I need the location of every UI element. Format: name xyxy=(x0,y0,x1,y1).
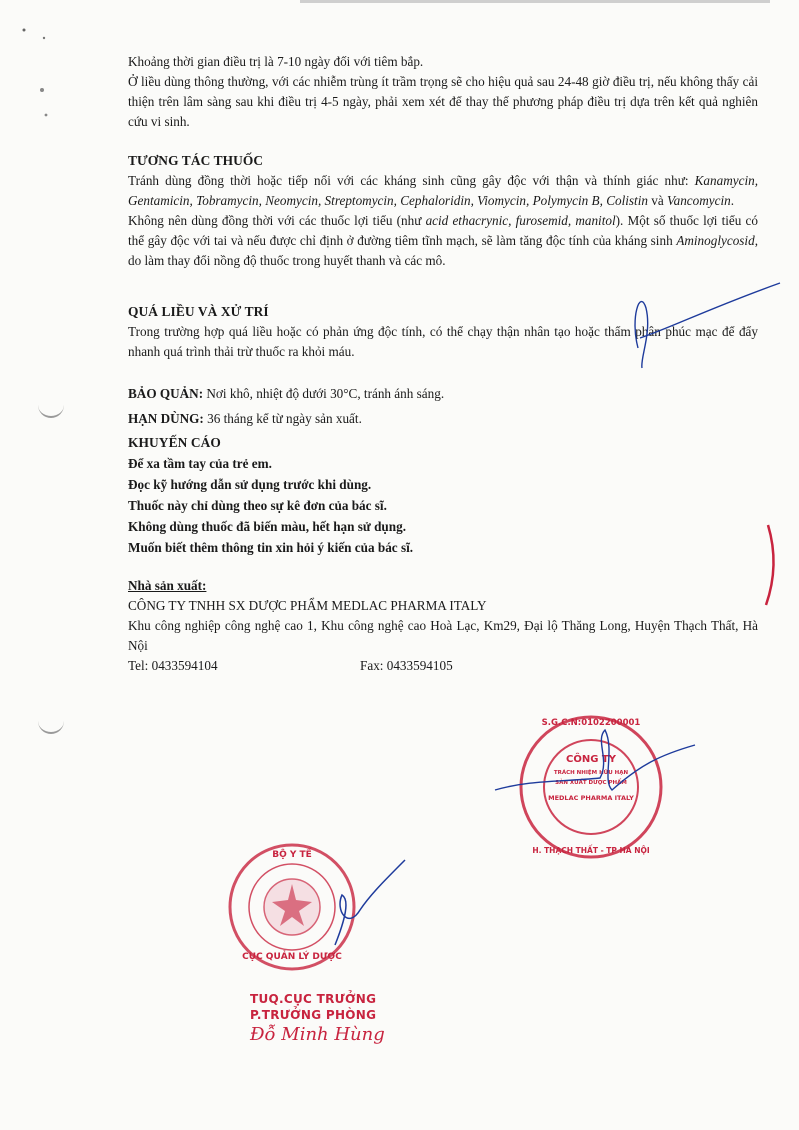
diuretic-list: acid ethacrynic, furosemid, manitol xyxy=(425,213,616,228)
interactions-text: ). Một số thuốc lợi tiểu có thể gây độc với tai và nếu được chỉ định ở đường tiêm tĩnh mạch, sẽ làm tăng độc tính của kháng sinh xyxy=(128,213,758,248)
drug-name: Vancomycin xyxy=(667,193,731,208)
section-heading: QUÁ LIỀU VÀ XỬ TRÍ xyxy=(128,304,269,319)
stamp-ring-top: BỘ Y TẾ xyxy=(272,850,312,860)
interactions-lead: Tránh dùng đồng thời hoặc tiếp nối với các kháng sinh cũng gây độc với thận và thính giác như: xyxy=(128,173,689,188)
interactions-paragraph-1 xyxy=(128,171,758,211)
warnings-section xyxy=(128,432,758,558)
drug-class: Aminoglycosid xyxy=(676,233,755,248)
expiry-line xyxy=(128,409,758,429)
stamp-line: SẢN XUẤT DƯỢC PHẨM xyxy=(555,780,627,786)
storage-line xyxy=(128,384,758,404)
warning-item: Để xa tầm tay của trẻ em. xyxy=(128,456,272,471)
warning-item: Không dùng thuốc đã biến màu, hết hạn sử dụng. xyxy=(128,519,406,534)
manufacturer-fax: Fax: 0433594105 xyxy=(360,658,453,673)
overdose-text: Trong trường hợp quá liều hoặc có phản ứng độc tính, có thể chạy thận nhân tạo hoặc thẩm phân phúc mạc để đẩy nhanh quá trình thải trừ thuốc ra khỏi máu. xyxy=(128,324,758,359)
scan-specks xyxy=(20,20,80,140)
manufacturer-label: Nhà sản xuất: xyxy=(128,578,207,593)
conjunction: và xyxy=(647,193,668,208)
stamp-line: MEDLAC PHARMA ITALY xyxy=(548,794,634,802)
interactions-section xyxy=(128,151,758,271)
company-signature xyxy=(490,720,700,810)
scan-edge-line xyxy=(300,0,770,3)
expiry-label: HẠN DÙNG: xyxy=(128,411,204,426)
signature-title: TUQ.CỤC TRƯỞNG xyxy=(250,992,377,1006)
binder-hole-mark xyxy=(38,718,64,734)
stamp-ring-top: S.G.C.N:0102200001 xyxy=(541,718,641,728)
ministry-signature xyxy=(320,850,410,960)
signatory-name: Đỗ Minh Hùng xyxy=(250,1024,385,1045)
signature-mark xyxy=(600,278,790,378)
section-heading: KHUYẾN CÁO xyxy=(128,435,221,450)
edge-red-mark xyxy=(760,510,799,620)
signature-block xyxy=(250,992,450,1045)
treatment-duration: Khoảng thời gian điều trị là 7-10 ngày đối với tiêm bắp. xyxy=(128,54,424,69)
interactions-text: Không nên dùng đồng thời với các thuốc lợi tiểu (như xyxy=(128,213,426,228)
binder-hole-mark xyxy=(38,402,64,418)
treatment-section xyxy=(128,52,758,132)
signature-subtitle: P.TRƯỞNG PHÒNG xyxy=(250,1008,377,1022)
warning-item: Muốn biết thêm thông tin xin hỏi ý kiến của bác sĩ. xyxy=(128,540,414,555)
treatment-efficacy: Ở liều dùng thông thường, với các nhiễm trùng ít trầm trọng sẽ cho hiệu quả sau 24-48 giờ điều trị, nếu không thấy cải thiện trên lâm sàng sau khi điều trị 4-5 ngày, phải xem xét để thay thế phương pháp điều trị dựa trên kết quả nghiên cứu vi sinh. xyxy=(128,74,758,129)
manufacturer-contact xyxy=(128,656,758,676)
manufacturer-tel: Tel: 0433594104 xyxy=(128,658,218,673)
manufacturer-company: CÔNG TY TNHH SX DƯỢC PHẨM MEDLAC PHARMA ITALY xyxy=(128,598,487,613)
interactions-text: , do làm thay đổi nồng độ thuốc trong huyết thanh và các mô. xyxy=(128,233,758,268)
manufacturer-section xyxy=(128,576,758,676)
stamp-ring-bottom: H. THẠCH THẤT - TP HÀ NỘI xyxy=(532,846,650,855)
stamp-ring-bottom: CỤC QUẢN LÝ DƯỢC xyxy=(242,952,342,962)
expiry-text: 36 tháng kể từ ngày sản xuất. xyxy=(203,411,362,426)
warning-item: Đọc kỹ hướng dẫn sử dụng trước khi dùng. xyxy=(128,477,372,492)
stamp-line: TRÁCH NHIỆM HỮU HẠN xyxy=(553,770,629,776)
warning-item: Thuốc này chỉ dùng theo sự kê đơn của bác sĩ. xyxy=(128,498,387,513)
storage-label: BẢO QUẢN: xyxy=(128,386,204,401)
manufacturer-address: Khu công nghiệp công nghệ cao 1, Khu công nghệ cao Hoà Lạc, Km29, Đại lộ Thăng Long, Huyện Thạch Thất, Hà Nội xyxy=(128,618,758,653)
section-heading: TƯƠNG TÁC THUỐC xyxy=(128,153,264,168)
drug-list: Kanamycin, Gentamicin, Tobramycin, Neomycin, Streptomycin, Cephaloridin, Viomycin, Polymycin B, Colistin xyxy=(128,173,759,208)
storage-text: Nơi khô, nhiệt độ dưới 30°C, tránh ánh sáng. xyxy=(203,386,445,401)
interactions-paragraph-2 xyxy=(128,211,758,271)
stamp-line: CÔNG TY xyxy=(566,754,616,765)
punct: . xyxy=(730,193,735,208)
